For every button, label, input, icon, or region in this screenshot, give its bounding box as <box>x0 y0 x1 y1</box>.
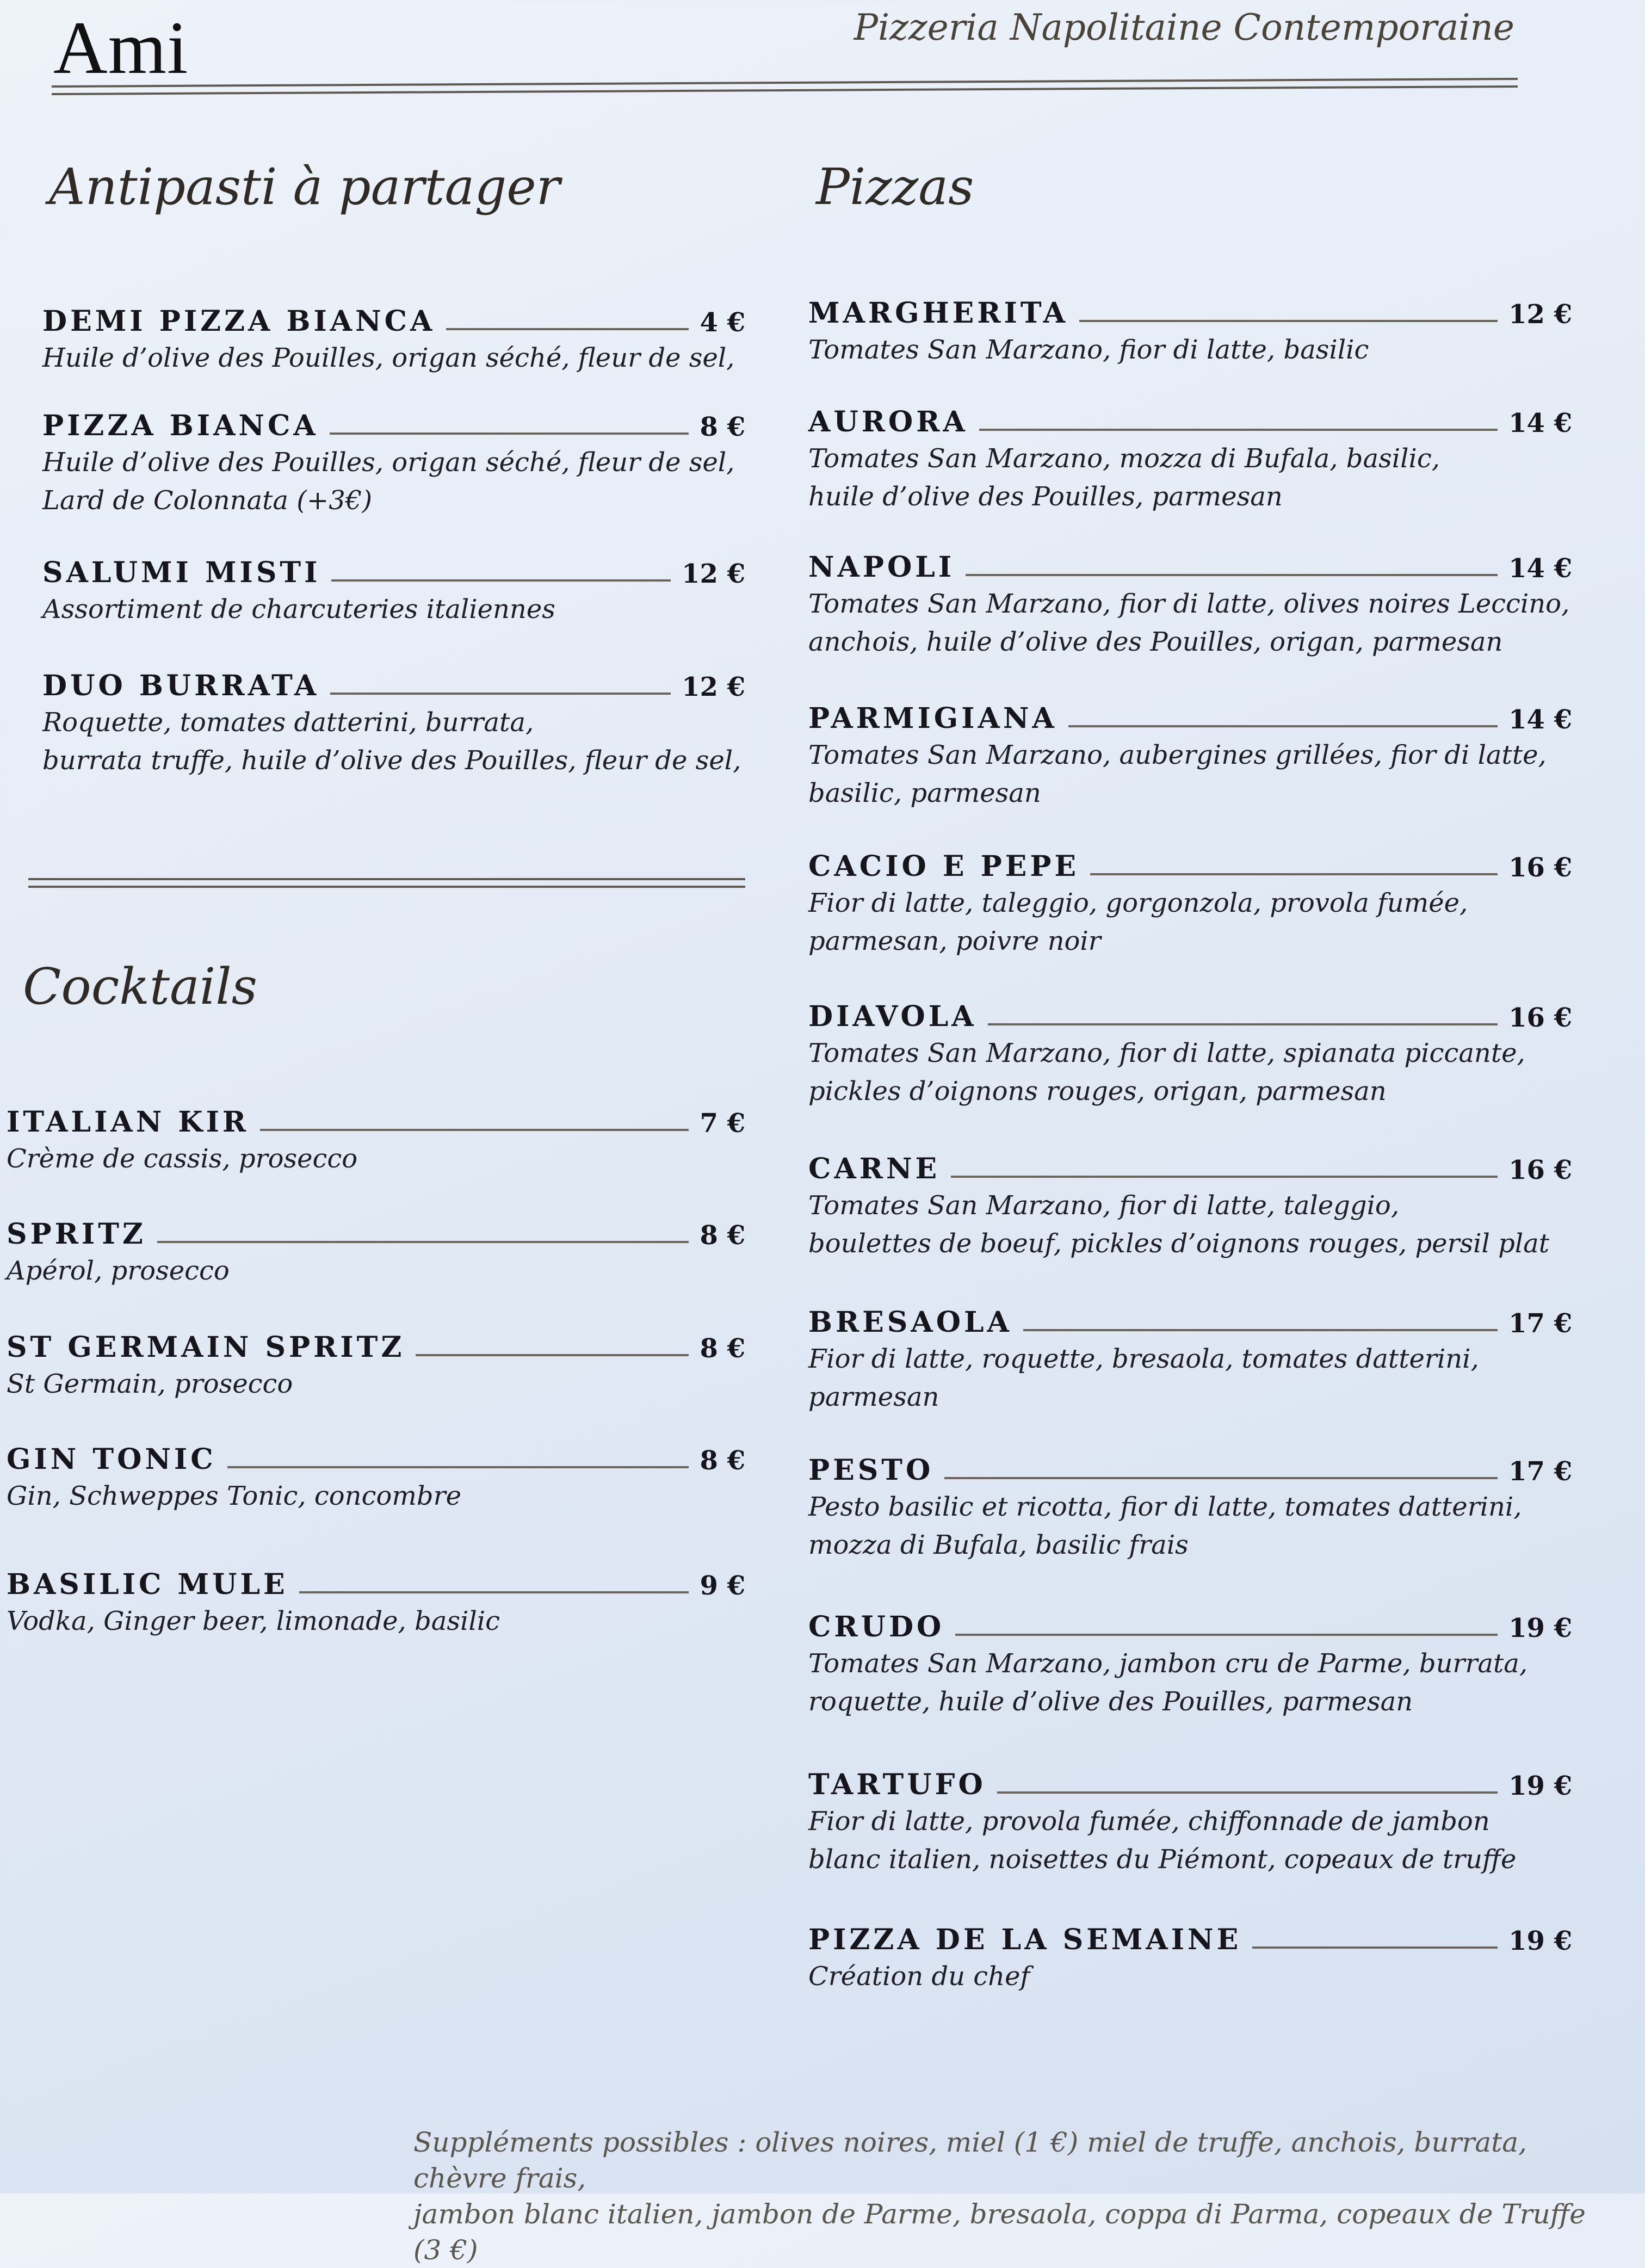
item-name: SALUMI MISTI <box>42 556 321 589</box>
menu-item-salumi-misti <box>42 556 745 627</box>
item-description: Fior di latte, taleggio, gorgonzola, provola fumée, <box>808 888 1468 918</box>
menu-item-header <box>808 702 1572 735</box>
menu-item-header <box>808 1923 1572 1956</box>
dotted-leader <box>988 1023 1498 1025</box>
menu-item-header <box>7 1331 745 1364</box>
menu-item-pesto <box>808 1454 1572 1563</box>
cocktails-title: Cocktails <box>23 957 257 1016</box>
item-price: 8 € <box>700 1333 745 1364</box>
item-description: roquette, huile d’olive des Pouilles, parmesan <box>808 1686 1413 1717</box>
item-description: mozza di Bufala, basilic frais <box>808 1530 1189 1560</box>
item-name: MARGHERITA <box>808 296 1069 330</box>
dotted-leader <box>951 1176 1498 1178</box>
item-price: 8 € <box>700 412 745 442</box>
item-price: 12 € <box>1508 299 1572 330</box>
dotted-leader <box>299 1591 689 1593</box>
dotted-leader <box>944 1477 1498 1479</box>
item-description: Tomates San Marzano, jambon cru de Parme, burrata, <box>808 1648 1528 1679</box>
item-description: Pesto basilic et ricotta, fior di latte, tomates datterini, <box>808 1492 1522 1522</box>
menu-item-header <box>808 1152 1572 1185</box>
item-description: Tomates San Marzano, aubergines grillées, fior di latte, <box>808 740 1547 770</box>
item-name: DEMI PIZZA BIANCA <box>42 305 436 338</box>
item-description: Fior di latte, provola fumée, chiffonnade de jambon <box>808 1806 1490 1837</box>
item-description: parmesan, poivre noir <box>808 926 1101 956</box>
menu-item-header <box>808 1610 1572 1643</box>
menu-item-aurora <box>808 405 1572 515</box>
item-price: 19 € <box>1508 1613 1572 1643</box>
dotted-leader <box>260 1129 689 1131</box>
item-name: CARNE <box>808 1152 941 1185</box>
menu-item-italian-kir <box>7 1105 745 1177</box>
menu-item-napoli <box>808 551 1572 660</box>
menu-item-parmigiana <box>808 702 1572 811</box>
menu-item-header <box>808 1454 1572 1487</box>
item-description: Tomates San Marzano, fior di latte, olives noires Leccino, <box>808 589 1570 619</box>
menu-item-header <box>7 1105 745 1139</box>
dotted-leader <box>966 574 1498 576</box>
menu-item-header <box>42 305 745 338</box>
item-description: Tomates San Marzano, fior di latte, basilic <box>808 335 1369 365</box>
dotted-leader <box>330 432 689 435</box>
menu-item-basilic-mule <box>7 1568 745 1639</box>
item-name: PIZZA BIANCA <box>42 409 319 442</box>
tagline: Pizzeria Napolitaine Contemporaine <box>854 7 1514 48</box>
menu-item-carne <box>808 1152 1572 1262</box>
item-description: anchois, huile d’olive des Pouilles, origan, parmesan <box>808 627 1503 657</box>
menu-item-header <box>808 551 1572 584</box>
dotted-leader <box>1252 1946 1498 1949</box>
item-description: Tomates San Marzano, mozza di Bufala, basilic, <box>808 443 1440 474</box>
item-price: 14 € <box>1508 704 1572 735</box>
dotted-leader <box>997 1791 1498 1794</box>
item-price: 4 € <box>700 307 745 338</box>
dotted-leader <box>227 1466 689 1468</box>
menu-item-header <box>808 1000 1572 1033</box>
menu-item-header <box>808 850 1572 883</box>
item-price: 16 € <box>1508 1003 1572 1033</box>
item-description: blanc italien, noisettes du Piémont, copeaux de truffe <box>808 1844 1517 1875</box>
header-divider <box>52 78 1518 95</box>
item-description: Vodka, Ginger beer, limonade, basilic <box>7 1606 500 1636</box>
item-description: Roquette, tomates datterini, burrata, <box>42 707 534 738</box>
item-name: PIZZA DE LA SEMAINE <box>808 1923 1242 1956</box>
menu-item-header <box>42 409 745 442</box>
item-name: DUO BURRATA <box>42 669 320 702</box>
item-description: Gin, Schweppes Tonic, concombre <box>7 1481 461 1511</box>
brand-name: Ami <box>53 6 189 89</box>
item-price: 17 € <box>1508 1456 1572 1487</box>
dotted-leader <box>1090 873 1498 875</box>
item-description: Lard de Colonnata (+3€) <box>42 485 373 516</box>
menu-item-margherita <box>808 296 1572 368</box>
item-description: Crème de cassis, prosecco <box>7 1144 358 1174</box>
dotted-leader <box>955 1634 1498 1636</box>
dotted-leader <box>416 1354 689 1356</box>
menu-item-header <box>808 1768 1572 1801</box>
supplements-line: jambon blanc italien, jambon de Parme, bresaola, coppa di Parma, copeaux de Truffe (3 €) <box>413 2198 1586 2266</box>
item-name: ITALIAN KIR <box>7 1105 250 1139</box>
item-name: GIN TONIC <box>7 1443 217 1476</box>
menu-item-gin-tonic <box>7 1443 745 1514</box>
dotted-leader <box>1068 725 1498 727</box>
item-description: Huile d’olive des Pouilles, origan séché, fleur de sel, <box>42 447 735 478</box>
item-description: Assortiment de charcuteries italiennes <box>42 594 555 625</box>
dotted-leader <box>1079 320 1498 322</box>
item-price: 12 € <box>682 559 745 589</box>
dotted-leader <box>330 693 671 695</box>
item-description: basilic, parmesan <box>808 778 1041 808</box>
item-price: 17 € <box>1508 1308 1572 1339</box>
item-description: Huile d’olive des Pouilles, origan séché, fleur de sel, <box>42 343 735 373</box>
menu-item-tartufo <box>808 1768 1572 1877</box>
item-name: PARMIGIANA <box>808 702 1058 735</box>
menu-item-diavola <box>808 1000 1572 1109</box>
item-price: 14 € <box>1508 408 1572 438</box>
item-name: ST GERMAIN SPRITZ <box>7 1331 405 1364</box>
item-price: 9 € <box>700 1571 745 1601</box>
item-price: 8 € <box>700 1220 745 1251</box>
item-description: boulettes de boeuf, pickles d’oignons rouges, persil plat <box>808 1228 1550 1259</box>
item-name: DIAVOLA <box>808 1000 977 1033</box>
item-description: Fior di latte, roquette, bresaola, tomates datterini, <box>808 1344 1479 1374</box>
item-price: 16 € <box>1508 852 1572 883</box>
menu-item-duo-burrata <box>42 669 745 778</box>
item-name: BASILIC MULE <box>7 1568 288 1601</box>
pizzas-title: Pizzas <box>816 158 974 216</box>
menu-item-pizza-bianca <box>42 409 745 518</box>
menu-item-header <box>42 556 745 589</box>
supplements-line: Suppléments possibles : olives noires, miel (1 €) miel de truffe, anchois, burrata, chèvre frais, <box>413 2127 1527 2194</box>
menu-item-st-germain-spritz <box>7 1331 745 1402</box>
menu-item-bresaola <box>808 1306 1572 1415</box>
item-name: BRESAOLA <box>808 1306 1012 1339</box>
menu-item-header <box>808 296 1572 330</box>
dotted-leader <box>331 579 671 582</box>
item-description: Tomates San Marzano, fior di latte, taleggio, <box>808 1190 1400 1221</box>
item-description: parmesan <box>808 1382 939 1412</box>
item-description: Apérol, prosecco <box>7 1256 230 1286</box>
item-name: PESTO <box>808 1454 934 1487</box>
item-name: TARTUFO <box>808 1768 986 1801</box>
item-description: pickles d’oignons rouges, origan, parmesan <box>808 1076 1387 1107</box>
supplements-note <box>413 2124 1610 2268</box>
menu-item-spritz <box>7 1218 745 1289</box>
menu-item-demi-pizza-bianca <box>42 305 745 376</box>
item-description: St Germain, prosecco <box>7 1369 293 1399</box>
item-name: AURORA <box>808 405 968 438</box>
item-description: Création du chef <box>808 1961 1030 1992</box>
menu-item-pizza-de-la-semaine <box>808 1923 1572 1994</box>
item-name: CACIO E PEPE <box>808 850 1080 883</box>
antipasti-title: Antipasti à partager <box>49 158 560 216</box>
item-description: burrata truffe, huile d’olive des Pouilles, fleur de sel, <box>42 745 741 776</box>
dotted-leader <box>1023 1329 1498 1331</box>
item-price: 8 € <box>700 1445 745 1476</box>
menu-item-header <box>808 405 1572 438</box>
menu-item-header <box>7 1218 745 1251</box>
item-price: 7 € <box>700 1108 745 1139</box>
menu-item-header <box>7 1568 745 1601</box>
item-description: huile d’olive des Pouilles, parmesan <box>808 481 1283 512</box>
menu-item-cacio-e-pepe <box>808 850 1572 959</box>
menu-item-header <box>808 1306 1572 1339</box>
item-price: 16 € <box>1508 1155 1572 1185</box>
menu-item-header <box>7 1443 745 1476</box>
dotted-leader <box>979 429 1498 431</box>
item-price: 19 € <box>1508 1771 1572 1801</box>
section-divider <box>28 878 745 888</box>
dotted-leader <box>157 1241 689 1243</box>
item-price: 14 € <box>1508 553 1572 584</box>
menu-item-crudo <box>808 1610 1572 1720</box>
item-description: Tomates San Marzano, fior di latte, spianata piccante, <box>808 1038 1525 1068</box>
dotted-leader <box>446 328 689 330</box>
item-price: 12 € <box>682 672 745 702</box>
item-name: CRUDO <box>808 1610 945 1643</box>
item-name: NAPOLI <box>808 551 955 584</box>
item-name: SPRITZ <box>7 1218 146 1251</box>
item-price: 19 € <box>1508 1926 1572 1956</box>
menu-item-header <box>42 669 745 702</box>
